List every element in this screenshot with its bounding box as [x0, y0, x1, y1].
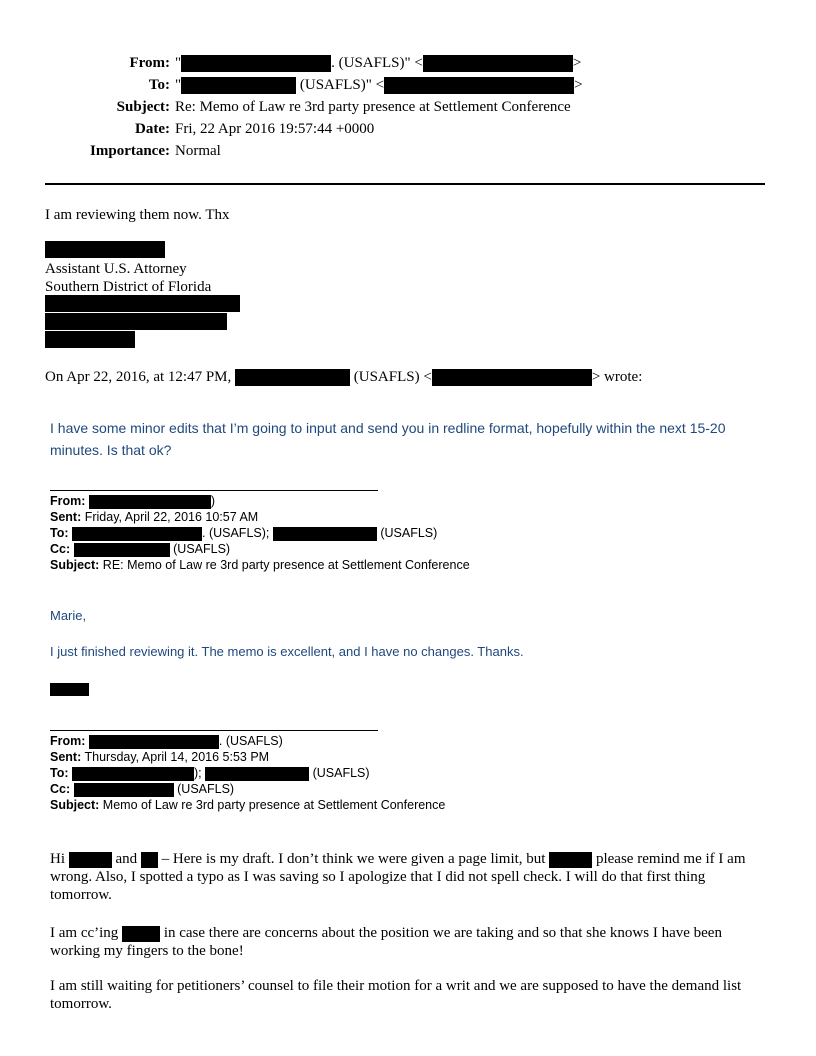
signature-title: Assistant U.S. Attorney [45, 261, 187, 277]
subject-value: Re: Memo of Law re 3rd party presence at Settlement Conference [175, 99, 571, 115]
signature-district: Southern District of Florida [45, 279, 212, 295]
redaction-block [273, 527, 377, 541]
forward-divider [50, 730, 378, 731]
body-paragraph-2: I am cc’ing in case there are concerns about the position we are taking and so that she knows I have been working my fingers to the bone! [50, 925, 722, 959]
header-divider [45, 183, 765, 185]
redaction-block [50, 683, 89, 696]
body-paragraph-1: Hi and – Here is my draft. I don’t think we were given a page limit, but please remind me if I am wrong. Also, I spotted a typo as I was saving so I apologize that I did not spell check. I will do that first thing tomorrow. [50, 851, 746, 903]
subject-label: Subject: [116, 99, 170, 115]
fwd1-from: From: ) [50, 494, 216, 508]
redaction-block [45, 241, 165, 258]
importance-value: Normal [175, 143, 221, 159]
date-label: Date: [135, 121, 170, 137]
redaction-block [45, 331, 135, 348]
redaction-block [181, 55, 331, 72]
redaction-block [549, 852, 592, 868]
quote-body: I have some minor edits that I’m going to input and send you in redline format, hopefully within the next 15-20 minutes. Is that ok? [50, 420, 726, 458]
redaction-block [205, 767, 309, 781]
fwd1-sent: Sent: Friday, April 22, 2016 10:57 AM [50, 510, 259, 524]
redaction-block [74, 783, 174, 797]
redaction-block [235, 369, 350, 386]
redaction-block [141, 852, 158, 868]
importance-label: Importance: [90, 143, 170, 159]
quote-attribution: On Apr 22, 2016, at 12:47 PM, (USAFLS) < > wrote: [45, 369, 643, 385]
redaction-block [72, 527, 202, 541]
reply-body: I am reviewing them now. Thx [45, 207, 230, 223]
redaction-block [432, 369, 592, 386]
fwd2-sent: Sent: Thursday, April 14, 2016 5:53 PM [50, 750, 270, 764]
to-label: To: [148, 77, 170, 93]
fwd1-to: To: . (USAFLS); (USAFLS) [50, 526, 438, 540]
redaction-block [72, 767, 194, 781]
redaction-block [423, 55, 573, 72]
fwd2-cc: Cc: (USAFLS) [50, 782, 235, 796]
from-label: From: [129, 55, 170, 71]
body-paragraph-3: I am still waiting for petitioners’ counsel to file their motion for a writ and we are supposed to have the demand list tomorrow. [50, 978, 742, 1012]
from-value: " . (USAFLS)" < > [175, 55, 582, 71]
fwd1-greeting: Marie, [50, 608, 87, 623]
redaction-block [89, 495, 211, 509]
fwd2-to: To: ); (USAFLS) [50, 766, 370, 780]
fwd2-from: From: . (USAFLS) [50, 734, 283, 748]
fwd1-cc: Cc: (USAFLS) [50, 542, 231, 556]
fwd2-subject: Subject: Memo of Law re 3rd party presence at Settlement Conference [50, 798, 446, 812]
to-value: " (USAFLS)" < > [175, 77, 583, 93]
redaction-block [181, 77, 296, 94]
redaction-block [69, 852, 112, 868]
fwd1-body: I just finished reviewing it. The memo is excellent, and I have no changes. Thanks. [50, 644, 524, 659]
redaction-block [45, 295, 240, 312]
forward-divider [50, 490, 378, 491]
date-value: Fri, 22 Apr 2016 19:57:44 +0000 [175, 121, 375, 137]
redaction-block [74, 543, 170, 557]
fwd1-subject: Subject: RE: Memo of Law re 3rd party presence at Settlement Conference [50, 558, 470, 572]
redaction-block [384, 77, 574, 94]
redaction-block [45, 313, 227, 330]
redaction-block [122, 926, 160, 942]
redaction-block [89, 735, 219, 749]
